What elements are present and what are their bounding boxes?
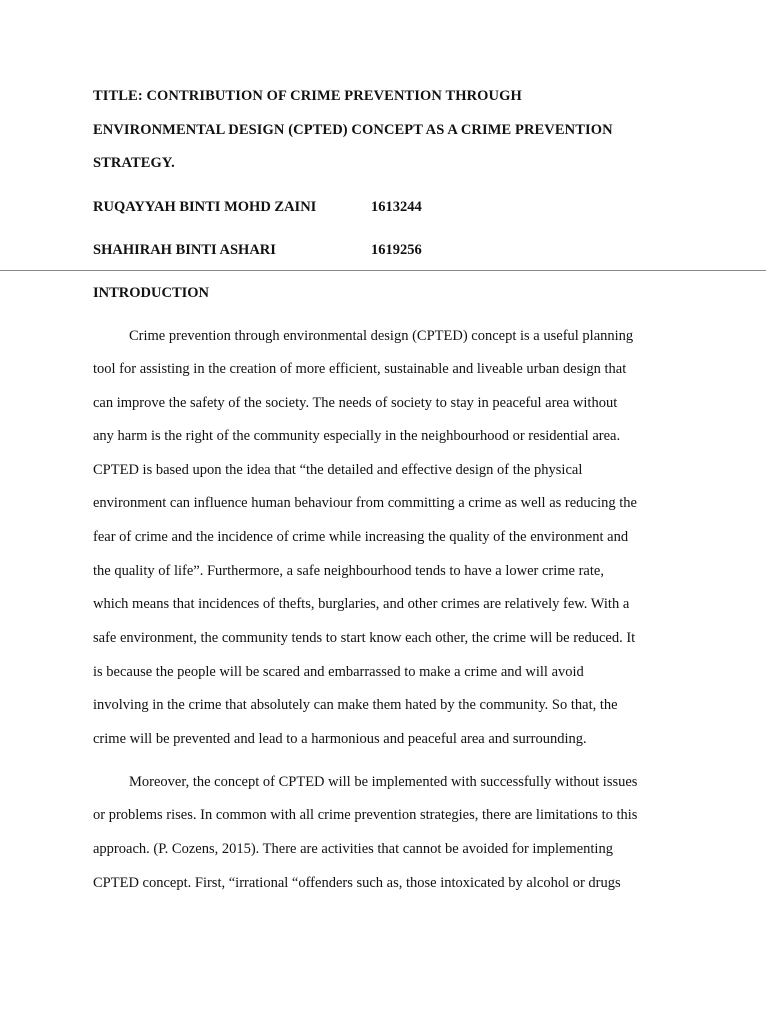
section-heading: INTRODUCTION (93, 285, 210, 301)
paragraph1-line: safe environment, the community tends to start know each other, the crime will be reduced. It (93, 630, 636, 646)
paragraph2-line: approach. (P. Cozens, 2015). There are activities that cannot be avoided for implementing (93, 841, 613, 857)
paragraph2-line: or problems rises. In common with all crime prevention strategies, there are limitations to this (93, 807, 638, 823)
title-line-1: TITLE: CONTRIBUTION OF CRIME PREVENTION THROUGH (93, 88, 522, 104)
paragraph1-line: involving in the crime that absolutely can make them hated by the community. So that, the (93, 697, 618, 713)
title-line-3: STRATEGY. (93, 155, 175, 171)
paragraph2-line: Moreover, the concept of CPTED will be implemented with successfully without issues (129, 774, 638, 790)
paragraph1-line: any harm is the right of the community especially in the neighbourhood or residential area. (93, 428, 621, 444)
paragraph1-line: crime will be prevented and lead to a harmonious and peaceful area and surrounding. (93, 731, 587, 747)
paragraph1-line: environment can influence human behaviour from committing a crime as well as reducing the (93, 495, 637, 511)
paragraph1-line: CPTED is based upon the idea that “the detailed and effective design of the physical (93, 462, 583, 478)
author-id-2: 1619256 (371, 242, 422, 258)
paragraph2-line: CPTED concept. First, “irrational “offenders such as, those intoxicated by alcohol or drugs (93, 875, 621, 891)
author-name-2: SHAHIRAH BINTI ASHARI (93, 242, 276, 258)
paragraph1-line: which means that incidences of thefts, burglaries, and other crimes are relatively few. With a (93, 596, 630, 612)
paragraph1-line: fear of crime and the incidence of crime while increasing the quality of the environment and (93, 529, 629, 545)
author-id-1: 1613244 (371, 199, 422, 215)
paragraph1-line: the quality of life”. Furthermore, a safe neighbourhood tends to have a lower crime rate, (93, 563, 604, 579)
horizontal-divider (0, 270, 766, 271)
paragraph1-line: can improve the safety of the society. The needs of society to stay in peaceful area without (93, 395, 618, 411)
paragraph1-line: Crime prevention through environmental design (CPTED) concept is a useful planning (129, 328, 634, 344)
author-name-1: RUQAYYAH BINTI MOHD ZAINI (93, 199, 317, 215)
paragraph1-line: is because the people will be scared and embarrassed to make a crime and will avoid (93, 664, 584, 680)
title-line-2: ENVIRONMENTAL DESIGN (CPTED) CONCEPT AS A CRIME PREVENTION (93, 122, 613, 138)
paragraph1-line: tool for assisting in the creation of more efficient, sustainable and liveable urban design that (93, 361, 627, 377)
